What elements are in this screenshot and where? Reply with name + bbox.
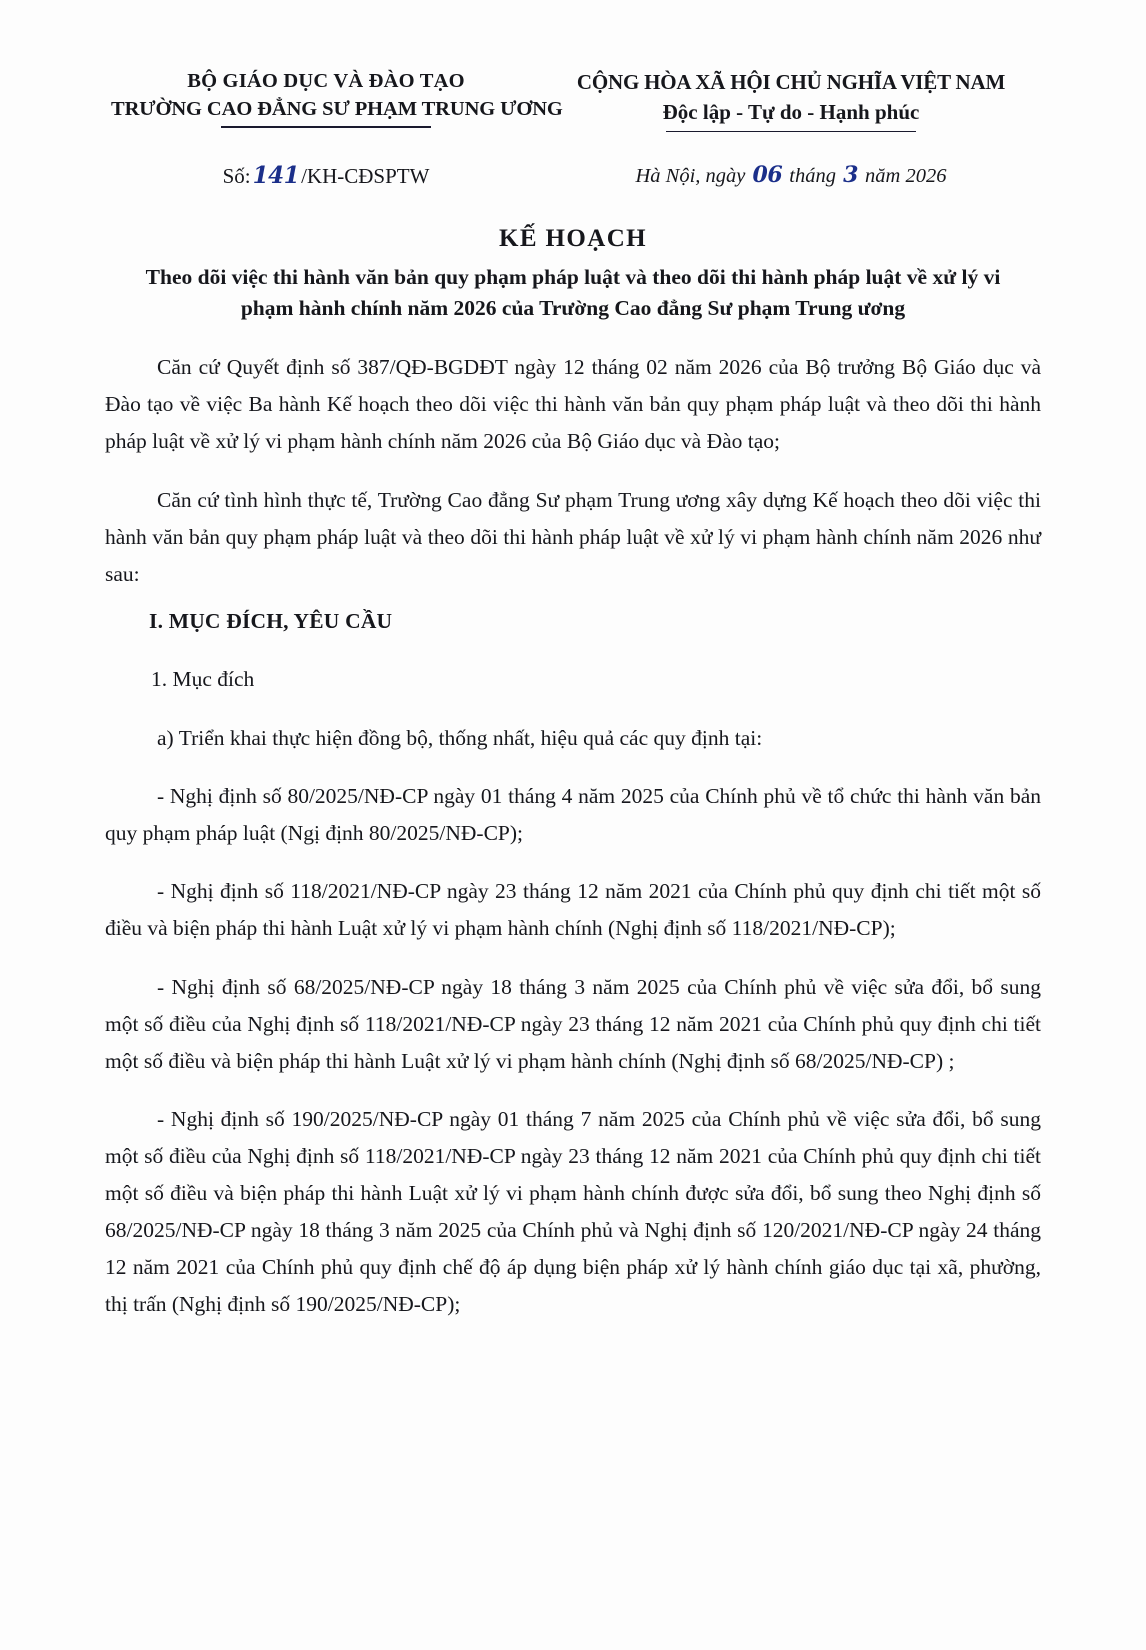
month-label: tháng bbox=[789, 165, 836, 188]
bullet-decree-80: - Nghị định số 80/2025/NĐ-CP ngày 01 tháng 4 năm 2025 của Chính phủ về tổ chức thi hành văn bản quy phạm pháp luật (Ngị định 80/2025/NĐ-CP); bbox=[105, 784, 1041, 845]
ministry-name: BỘ GIÁO DỤC VÀ ĐÀO TẠO bbox=[187, 70, 465, 92]
document-number-suffix: /KH-CĐSPTW bbox=[301, 164, 430, 189]
bullet-decree-68: - Nghị định số 68/2025/NĐ-CP ngày 18 tháng 3 năm 2025 của Chính phủ về việc sửa đổi, bổ sung một số điều của Nghị định số 118/2021/NĐ-CP ngày 23 tháng 12 năm 2021 của Chính phủ quy định chi tiết một số điều và biện pháp thi hành Luật xử lý vi phạm hành chính (Nghị định số 68/2025/NĐ-CP) ; bbox=[105, 974, 1041, 1073]
month-handwritten: 3 bbox=[843, 162, 858, 189]
item-a: a) Triển khai thực hiện đồng bộ, thống nhất, hiệu quả các quy định tại: bbox=[157, 725, 763, 750]
header-right-divider bbox=[666, 131, 916, 133]
section-heading-purpose: I. MỤC ĐÍCH, YÊU CẦU bbox=[149, 608, 393, 633]
national-heading-block bbox=[541, 68, 1041, 132]
subsection-heading-purpose: 1. Mục đích bbox=[151, 667, 255, 692]
school-name: TRƯỜNG CAO ĐẲNG SƯ PHẠM TRUNG ƯƠNG bbox=[111, 97, 563, 120]
country-name: CỘNG HÒA XÃ HỘI CHỦ NGHĨA VIỆT NAM bbox=[576, 70, 1006, 94]
header-left-divider bbox=[221, 126, 431, 128]
document-subtitle-line2: xử lý vi phạm hành chính năm 2026 của Trường Cao đẳng Sư phạm Trung ương bbox=[240, 265, 1001, 320]
bullet-decree-118: - Nghị định số 118/2021/NĐ-CP ngày 23 tháng 12 năm 2021 của Chính phủ quy định chi tiết một số điều và biện pháp thi hành Luật xử lý vi phạm hành chính (Nghị định số 118/2021/NĐ-CP); bbox=[105, 879, 1041, 941]
document-subtitle-line1: Theo dõi việc thi hành văn bản quy phạm pháp luật và theo dõi thi hành pháp luật về bbox=[145, 265, 928, 290]
national-motto: Độc lập - Tự do - Hạnh phúc bbox=[662, 100, 920, 125]
year-label: năm 2026 bbox=[865, 165, 947, 188]
document-number-prefix: Số: bbox=[222, 164, 251, 189]
paragraph-basis-situation: Căn cứ tình hình thực tế, Trường Cao đẳng Sư phạm Trung ương xây dựng Kế hoạch theo dõi việc thi hành văn bản quy phạm pháp luật và theo dõi thi hành pháp luật về xử lý vi phạm hành chính năm 2026 như sau: bbox=[105, 487, 1041, 586]
place-date-prefix: Hà Nội, ngày bbox=[635, 165, 746, 188]
page-title: KẾ HOẠCH bbox=[498, 225, 648, 253]
paragraph-basis-decision: Căn cứ Quyết định số 387/QĐ-BGDĐT ngày 12 tháng 02 năm 2026 của Bộ trưởng Bộ Giáo dục và Đào tạo về việc Ba hành Kế hoạch theo dõi việc thi hành văn bản quy phạm pháp luật và theo dõi thi hành pháp luật về xử lý vi phạm hành chính năm 2026 của Bộ Giáo dục và Đào tạo; bbox=[105, 355, 1041, 454]
document-meta-row bbox=[105, 162, 1041, 189]
document-header bbox=[105, 68, 1041, 132]
title-block bbox=[105, 225, 1041, 323]
day-handwritten: 06 bbox=[752, 162, 783, 189]
document-subtitle bbox=[105, 262, 1041, 323]
document-number bbox=[105, 162, 541, 189]
document-body bbox=[105, 349, 1041, 1323]
place-and-date bbox=[541, 162, 1041, 189]
bullet-decree-190: - Nghị định số 190/2025/NĐ-CP ngày 01 tháng 7 năm 2025 của Chính phủ về việc sửa đổi, bổ sung một số điều của Nghị định số 118/2021/NĐ-CP ngày 23 tháng 12 năm 2021 của Chính phủ quy định chi tiết một số điều và biện pháp thi hành Luật xử lý vi phạm hành chính được sửa đổi, bổ sung theo Nghị định số 68/2025/NĐ-CP ngày 18 tháng 3 năm 2025 của Chính phủ và Nghị định số 120/2021/NĐ-CP ngày 24 tháng 12 năm 2021 của Chính phủ quy định chế độ áp dụng biện pháp xử lý hành chính giáo dục tại xã, phường, thị trấn (Nghị định số 190/2025/NĐ-CP); bbox=[105, 1107, 1041, 1317]
issuing-authority-block bbox=[105, 68, 563, 128]
document-number-handwritten: 141 bbox=[252, 162, 300, 190]
